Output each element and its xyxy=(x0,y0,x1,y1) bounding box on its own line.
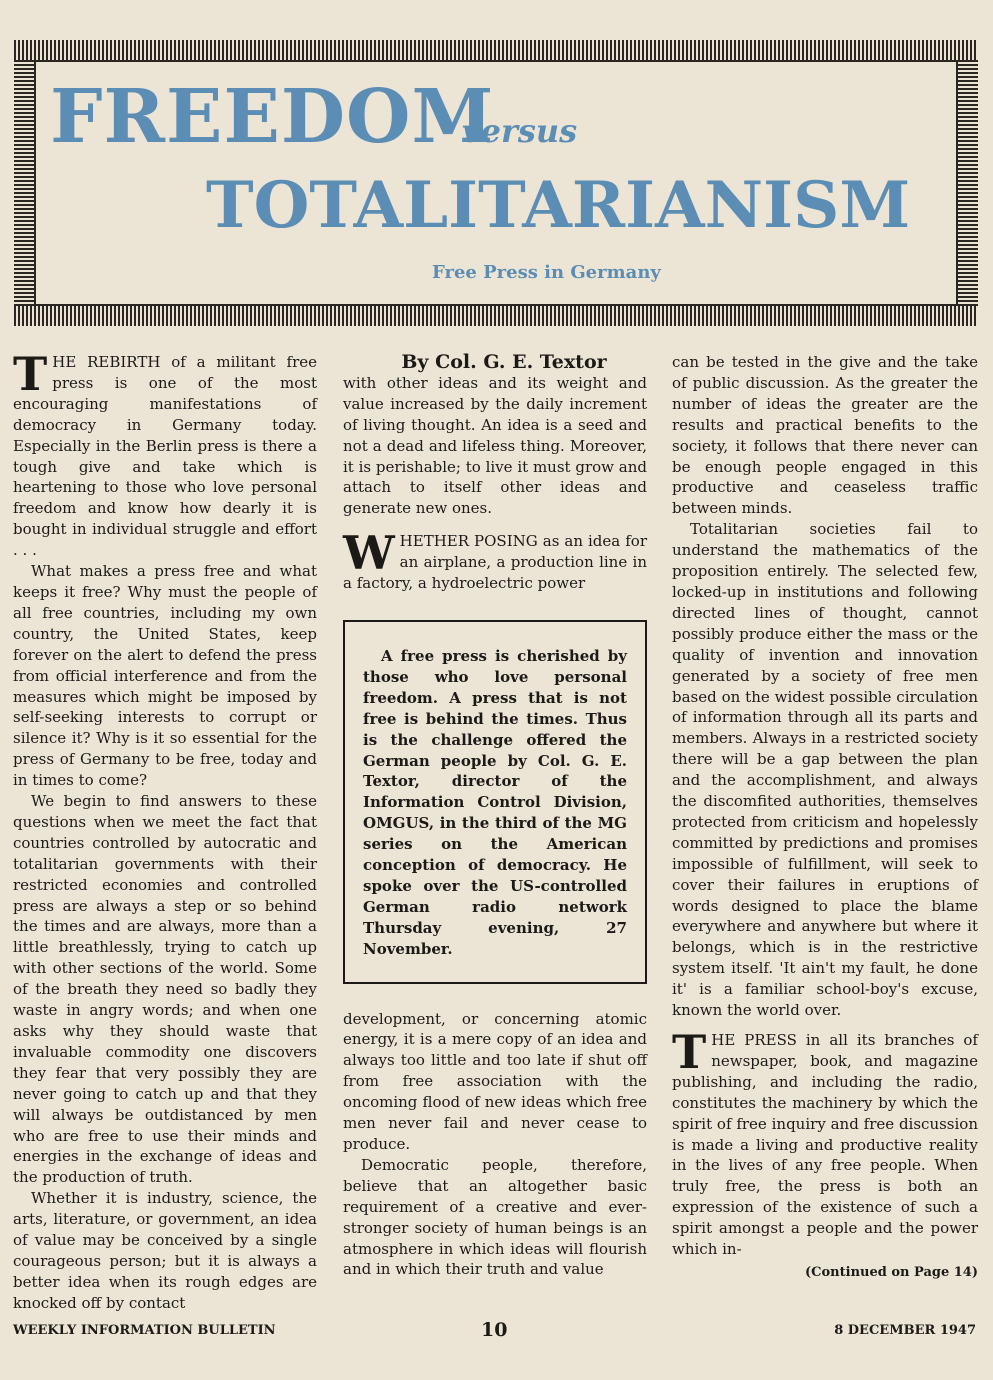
paragraph: Totalitarian societies fail to understand the mathematics of the proposition entirely. The selected few, locked-up in institutions and following directed lines of thought, cannot possibly produce either the mass or the quality of invention and innovation generated by a society of free men based on the widest possible circulation of information through all its parts and members. Always in a restricted society there will be a gap between the plan and the accomplishment, and always the discomfited authorities, themselves protected from criticism and hopelessly committed by predictions and promises impossible of fulfillment, will seek to cover their failures in eruptions of words designed to place the blame everywhere and anywhere but where it belongs, which is in the restrictive system itself. 'It ain't my fault, he done it' is a familiar school-boy's excuse, known the world over. xyxy=(672,520,978,1020)
paragraph-text: HE REBIRTH of a militant free press is one of the most encouraging manifestations of democracy in Germany today. Especially in the Berlin press is there a tough give and take which is heartening to those who love personal freedom and know how dearly it is bought in individual struggle and effort . . . xyxy=(13,353,317,560)
headline-totalitarianism: TOTALITARIANISM xyxy=(206,168,911,243)
paragraph: with other ideas and its weight and value increased by the daily increment of living thought. An idea is a seed and not a dead and lifeless thing. Moreover, it is perishable; to live it must grow and attach to itself other ideas and generate new ones. xyxy=(343,373,647,518)
headline-freedom: FREEDOM xyxy=(50,74,495,160)
paragraph xyxy=(672,1025,978,1260)
callout-box xyxy=(343,620,647,984)
byline: By Col. G. E. Textor xyxy=(401,351,607,373)
article-column-2 xyxy=(343,352,647,1280)
paragraph: What makes a press free and what keeps it free? Why must the people of all free countries, including my own country, the United States, keep forever on the alert to defend the press from official interference and from the measures which might be imposed by self-seeking interests to corrupt or silence it? Why is it so essential for the press of Germany to be free, today and in times to come? xyxy=(13,562,317,790)
publication-name: WEEKLY INFORMATION BULLETIN xyxy=(13,1323,276,1338)
callout-text: A free press is cherished by those who love personal freedom. A press that is not free is behind the times. Thus is the challenge offered the German people by Col. G. E. Textor, director of the Information Control Division, OMGUS, in the third of the MG series on the American conception of democracy. He spoke over the US-controlled German radio network Thursday evening, 27 November. xyxy=(363,646,627,958)
paragraph: Democratic people, therefore, believe that an altogether basic requirement of a creative and ever-stronger society of human beings is an atmosphere in which ideas will flourish and in which their truth and value xyxy=(343,1155,647,1279)
headline-versus: versus xyxy=(462,112,578,150)
paragraph-text: HETHER POSING as an idea for an airplane, a production line in a factory, a hydroelectric power xyxy=(343,532,647,593)
article-column-1 xyxy=(13,347,317,1314)
article-column-3 xyxy=(672,352,978,1284)
drop-cap: W xyxy=(343,526,395,581)
drop-cap: T xyxy=(13,347,48,401)
continued-note: (Continued on Page 14) xyxy=(805,1264,978,1280)
paragraph xyxy=(13,347,317,561)
paragraph: development, or concerning atomic energy, it is a mere copy of an idea and always too little and too late if shut off from free association with the oncoming flood of new ideas which free men never fail and never cease to produce. xyxy=(343,1009,647,1153)
issue-date: 8 DECEMBER 1947 xyxy=(834,1323,976,1338)
page-number: 10 xyxy=(481,1319,508,1341)
paragraph-text: HE PRESS in all its branches of newspaper, book, and magazine publishing, and including the radio, constitutes the machinery by which the spirit of free inquiry and free discussion is made a living and productive reality in the lives of any free people. When truly free, the press is both an expression of the existence of such a spirit amongst a people and the power which in- xyxy=(672,1031,978,1259)
drop-cap: T xyxy=(672,1025,707,1079)
subtitle: Free Press in Germany xyxy=(432,262,661,283)
paragraph: We begin to find answers to these questions when we meet the fact that countries controlled by autocratic and totalitarian governments with their restricted economies and controlled press are always a step or so behind the times and are always, more than a little breathlessly, trying to catch up with other sections of the world. Some of the breath they need so badly they waste in angry words; and when one asks why they should waste that invaluable commodity one discovers they fear that very possibly they are never going to catch up and that they will always be outdistanced by men who are free to use their minds and energies in the exchange of ideas and the production of truth. xyxy=(13,792,317,1187)
paragraph: can be tested in the give and the take of public discussion. As the greater the number of ideas the greater are the results and practical benefits to the society, it follows that there never can be enough people engaged in this productive and ceaseless traffic between minds. xyxy=(672,353,978,518)
paragraph: Whether it is industry, science, the arts, literature, or government, an idea of value may be conceived by a single courageous person; but it is always a better idea when its rough edges are knocked off by contact xyxy=(13,1189,317,1312)
paragraph xyxy=(343,526,647,594)
